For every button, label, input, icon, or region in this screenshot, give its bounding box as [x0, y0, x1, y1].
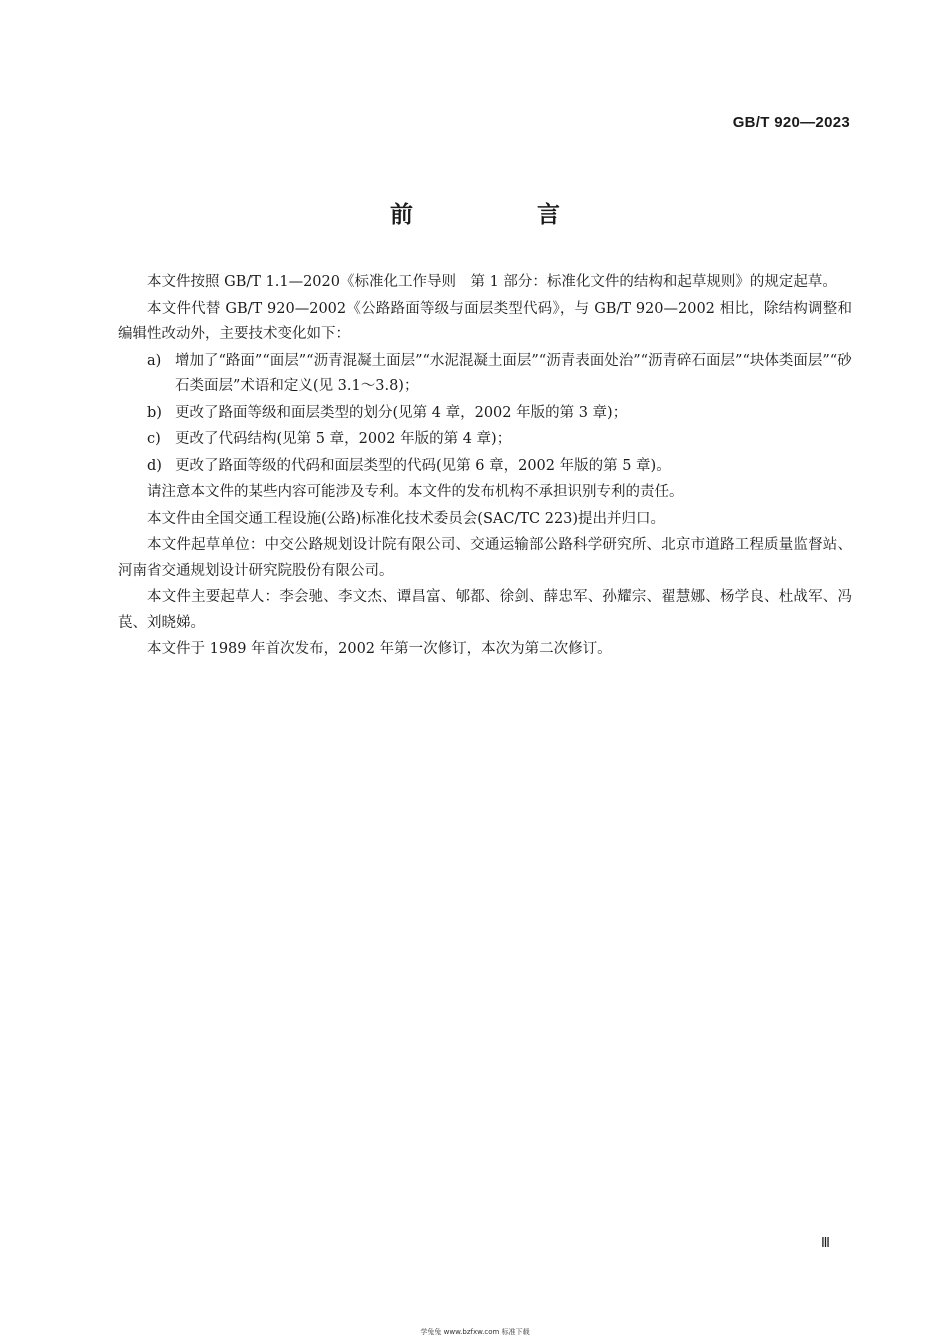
paragraph-patent-notice: 请注意本文件的某些内容可能涉及专利。本文件的发布机构不承担识别专利的责任。 — [147, 484, 684, 500]
watermark-text: 学兔兔 www.bzfxw.com 标准下载 — [420, 1328, 530, 1336]
paragraph-proposer: 本文件由全国交通工程设施(公路)标准化技术委员会(SAC/TC 223)提出并归口。 — [147, 510, 666, 527]
list-item-text: 更改了路面等级和面层类型的划分(见第 4 章，2002 年版的第 3 章)； — [175, 404, 628, 421]
list-item-mark: a) — [147, 352, 162, 369]
list-item — [118, 349, 852, 400]
list-item-mark: d) — [147, 457, 162, 474]
list-item-text: 更改了路面等级的代码和面层类型的代码(见第 6 章，2002 年版的第 5 章)。 — [175, 457, 671, 474]
paragraph-replacement: 本文件代替 GB/T 920—2002《公路路面等级与面层类型代码》，与 GB/T 920—2002 相比，除结构调整和编辑性改动外，主要技术变化如下： — [118, 300, 852, 342]
paragraph-history: 本文件于 1989 年首次发布，2002 年第一次修订，本次为第二次修订。 — [147, 641, 612, 657]
paragraph-drafting-units: 本文件起草单位：中交公路规划设计院有限公司、交通运输部公路科学研究所、北京市道路工程质量监督站、河南省交通规划设计研究院股份有限公司。 — [118, 537, 852, 579]
list-item — [118, 454, 852, 480]
list-item-text: 更改了代码结构(见第 5 章，2002 年版的第 4 章)； — [175, 431, 512, 447]
list-item-mark: c) — [147, 431, 161, 447]
page-title: 前 言 — [389, 202, 618, 228]
list-item — [118, 401, 852, 427]
page-number: Ⅲ — [821, 1236, 830, 1251]
standard-code: GB/T 920—2023 — [732, 114, 850, 131]
list-item-text: 增加了“路面”“面层”“沥青混凝土面层”“水泥混凝土面层”“沥青表面处治”“沥青碎石面层”“块体类面层”“砂石类面层”术语和定义(见 3.1～3.8)； — [175, 352, 852, 394]
list-item — [118, 427, 852, 453]
list-item-mark: b) — [147, 404, 162, 421]
paragraph-drafters: 本文件主要起草人：李会驰、李文杰、谭昌富、郇都、徐剑、薛忠军、孙耀宗、翟慧娜、杨学良、杜战军、冯苠、刘晓娣。 — [118, 589, 852, 631]
paragraph-drafting-rules: 本文件按照 GB/T 1.1—2020《标准化工作导则 第 1 部分：标准化文件的结构和起草规则》的规定起草。 — [147, 274, 837, 290]
foreword-body — [118, 270, 852, 664]
